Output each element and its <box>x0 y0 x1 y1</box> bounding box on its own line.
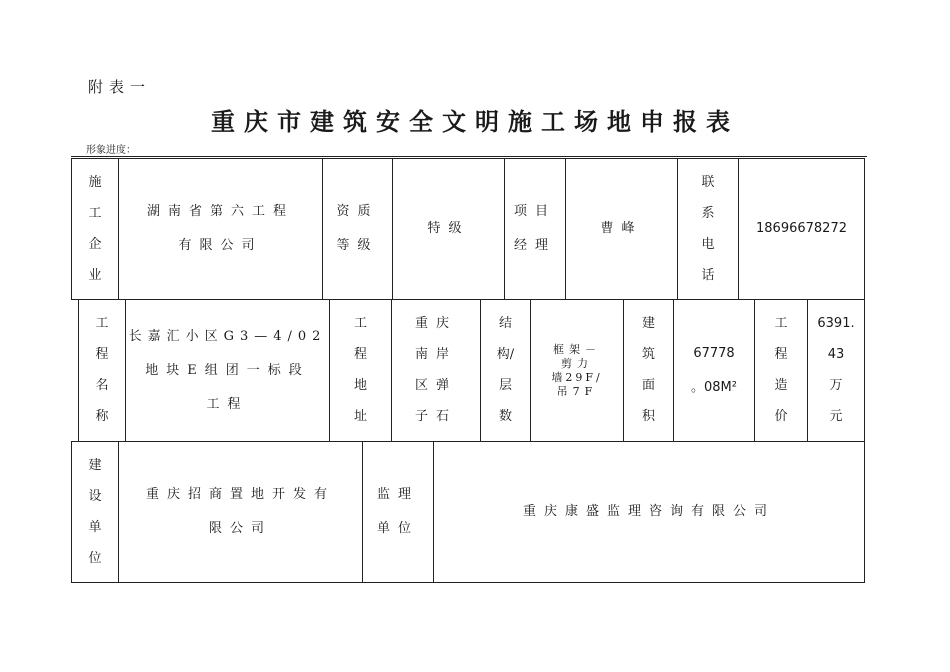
cost-label: 工 程 造 价 <box>754 299 808 442</box>
developer-value: 重庆招商置地开发有 限公司 <box>118 441 363 583</box>
structure-label: 结 构/ 层 数 <box>480 299 531 442</box>
manager-value: 曹峰 <box>565 158 678 300</box>
qualification-value: 特级 <box>392 158 505 300</box>
address-value: 重庆 南岸 区弹 子石 <box>391 299 481 442</box>
progress-label: 形象进度： <box>86 145 136 156</box>
project-value: 长嘉汇小区G3—4/02 地块E组团一标段 工程 <box>125 299 330 442</box>
address-label: 工 程 地 址 <box>329 299 392 442</box>
area-label: 建 筑 面 积 <box>623 299 674 442</box>
manager-label: 项目 经理 <box>504 158 566 300</box>
phone-label: 联 系 电 话 <box>677 158 739 300</box>
company-value: 湖南省第六工程 有限公司 <box>118 158 323 300</box>
structure-value: 框架－ 剪力 墙29F/ 吊7F <box>530 299 624 442</box>
area-value: 67778 。08M² <box>673 299 755 442</box>
page-title: 重庆市建筑安全文明施工场地申报表 <box>211 107 739 136</box>
table-top-rule <box>71 156 867 157</box>
phone-value: 18696678272 <box>738 158 865 300</box>
appendix-label: 附表一 <box>88 78 152 96</box>
developer-label: 建 设 单 位 <box>71 441 119 583</box>
project-label: 工 程 名 称 <box>78 299 126 442</box>
supervisor-label: 监理 单位 <box>362 441 434 583</box>
cost-value: 6391. 43 万 元 <box>807 299 865 442</box>
supervisor-value: 重庆康盛监理咨询有限公司 <box>433 441 865 583</box>
company-label: 施 工 企 业 <box>71 158 119 300</box>
qualification-label: 资质 等级 <box>322 158 393 300</box>
